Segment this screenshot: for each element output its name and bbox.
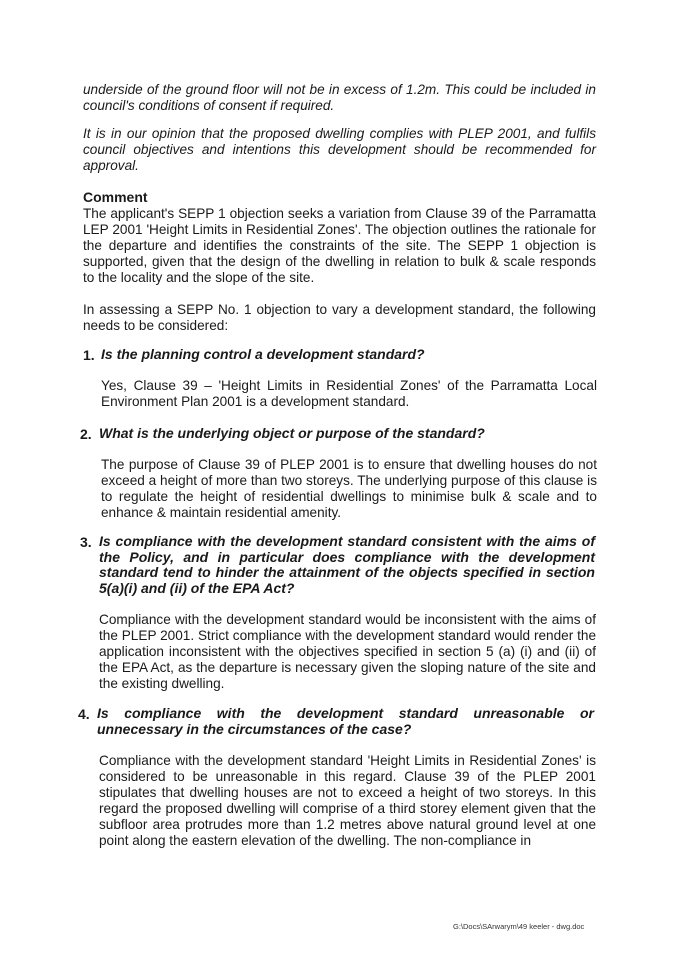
comment-heading: Comment [83,189,148,205]
question-2-number: 2. [80,426,92,442]
intro-paragraph-2: It is in our opinion that the proposed dwelling complies with PLEP 2001, and fulfils council objectives and intentions this development should be recommended for approval. [83,126,596,173]
question-4-number: 4. [78,706,90,722]
question-1-number: 1. [83,347,95,363]
question-1-text: Is the planning control a development standard? [101,346,425,362]
footer-file-path: G:\Docs\SArwarym\49 keeler - dwg.doc [453,922,585,931]
answer-2-text: The purpose of Clause 39 of PLEP 2001 is to ensure that dwelling houses do not exceed a height of more than two storeys. The underlying purpose of this clause is to regulate the height of residential dwellings to minimise bulk & scale and to enhance & maintain residential amenity. [101,457,597,520]
question-2-text: What is the underlying object or purpose of the standard? [99,425,485,441]
answer-1-text: Yes, Clause 39 – 'Height Limits in Residential Zones' of the Parramatta Local Environment Plan 2001 is a development standard. [101,378,597,409]
answer-4-text: Compliance with the development standard 'Height Limits in Residential Zones' is considered to be unreasonable in this regard. Clause 39 of the PLEP 2001 stipulates that dwelling houses are not to exceed a height of two storeys. In this regard the proposed dwelling will comprise of a third storey element given that the subfloor area protrudes more than 1.2 metres above natural ground level at one point along the eastern elevation of the dwelling. The non-compliance in [99,753,596,848]
answer-3-text: Compliance with the development standard would be inconsistent with the aims of the PLEP 2001. Strict compliance with the development standard would render the application inconsistent with the objectives specified in section 5 (a) (i) and (ii) of the EPA Act, as the departure is necessary given the sloping nature of the site and the existing dwelling. [99,612,596,691]
question-4-text: Is compliance with the development standard unreasonable or unnecessary in the circumstances of the case? [97,705,594,737]
intro-paragraph-1: underside of the ground floor will not be in excess of 1.2m. This could be included in council's conditions of consent if required. [83,82,596,113]
question-3-text: Is compliance with the development standard consistent with the aims of the Policy, and in particular does compliance with the development standard tend to hinder the attainment of the objects specified in section 5(a)(i) and (ii) of the EPA Act? [99,533,595,596]
comment-body: The applicant's SEPP 1 objection seeks a variation from Clause 39 of the Parramatta LEP 2001 'Height Limits in Residential Zones'. The objection outlines the rationale for the departure and identifies the constraints of the site. The SEPP 1 objection is supported, given that the design of the dwelling in relation to bulk & scale responds to the locality and the slope of the site. [83,206,596,285]
question-3-number: 3. [80,534,92,550]
assessing-paragraph: In assessing a SEPP No. 1 objection to vary a development standard, the following needs to be considered: [83,302,596,333]
